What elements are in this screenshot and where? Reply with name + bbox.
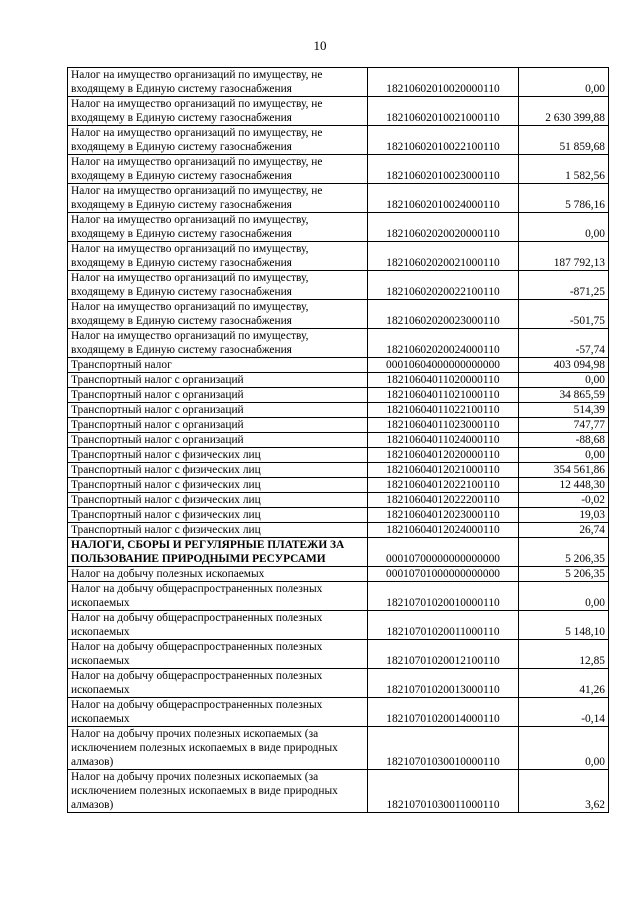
revenue-name-cell: Транспортный налог с физических лиц bbox=[68, 493, 368, 508]
revenue-name-cell: Транспортный налог с физических лиц bbox=[68, 448, 368, 463]
budget-code-cell: 18210602010022100110 bbox=[368, 126, 519, 155]
revenue-name-cell: Транспортный налог с физических лиц bbox=[68, 463, 368, 478]
table-row bbox=[68, 329, 609, 358]
amount-cell: -501,75 bbox=[519, 300, 609, 329]
table-row bbox=[68, 373, 609, 388]
table-row bbox=[68, 538, 609, 567]
table-row bbox=[68, 184, 609, 213]
budget-code-cell: 18210701020014000110 bbox=[368, 698, 519, 727]
budget-code-cell: 18210701020012100110 bbox=[368, 640, 519, 669]
table-row bbox=[68, 478, 609, 493]
budget-code-cell: 18210604011022100110 bbox=[368, 403, 519, 418]
budget-code-cell: 18210602020023000110 bbox=[368, 300, 519, 329]
revenue-name-cell: Налог на имущество организаций по имуществу, не входящему в Единую систему газоснабжения bbox=[68, 68, 368, 97]
amount-cell: 51 859,68 bbox=[519, 126, 609, 155]
budget-code-cell: 18210602020020000110 bbox=[368, 213, 519, 242]
amount-cell: 5 786,16 bbox=[519, 184, 609, 213]
budget-code-cell: 18210604012020000110 bbox=[368, 448, 519, 463]
revenue-name-cell: НАЛОГИ, СБОРЫ И РЕГУЛЯРНЫЕ ПЛАТЕЖИ ЗА ПОЛЬЗОВАНИЕ ПРИРОДНЫМИ РЕСУРСАМИ bbox=[68, 538, 368, 567]
amount-cell: 403 094,98 bbox=[519, 358, 609, 373]
table-row bbox=[68, 448, 609, 463]
table-row bbox=[68, 388, 609, 403]
table-row bbox=[68, 155, 609, 184]
revenue-name-cell: Налог на имущество организаций по имуществу, входящему в Единую систему газоснабжения bbox=[68, 300, 368, 329]
budget-code-cell: 18210701020013000110 bbox=[368, 669, 519, 698]
amount-cell: -0,14 bbox=[519, 698, 609, 727]
budget-code-cell: 18210602020024000110 bbox=[368, 329, 519, 358]
revenue-name-cell: Налог на имущество организаций по имуществу, входящему в Единую систему газоснабжения bbox=[68, 242, 368, 271]
table-row bbox=[68, 97, 609, 126]
table-row bbox=[68, 433, 609, 448]
revenue-name-cell: Налог на добычу общераспространенных полезных ископаемых bbox=[68, 582, 368, 611]
budget-code-cell: 18210602020022100110 bbox=[368, 271, 519, 300]
revenue-name-cell: Транспортный налог с физических лиц bbox=[68, 478, 368, 493]
amount-cell: 12,85 bbox=[519, 640, 609, 669]
budget-code-cell: 18210602010021000110 bbox=[368, 97, 519, 126]
table-row bbox=[68, 727, 609, 770]
revenue-name-cell: Налог на имущество организаций по имуществу, не входящему в Единую систему газоснабжения bbox=[68, 126, 368, 155]
table-row bbox=[68, 582, 609, 611]
revenue-table-body bbox=[68, 68, 609, 813]
amount-cell: -88,68 bbox=[519, 433, 609, 448]
budget-code-cell: 18210602010024000110 bbox=[368, 184, 519, 213]
table-row bbox=[68, 523, 609, 538]
table-row bbox=[68, 611, 609, 640]
amount-cell: 19,03 bbox=[519, 508, 609, 523]
revenue-name-cell: Налог на имущество организаций по имуществу, не входящему в Единую систему газоснабжения bbox=[68, 97, 368, 126]
amount-cell: 12 448,30 bbox=[519, 478, 609, 493]
revenue-name-cell: Налог на добычу общераспространенных полезных ископаемых bbox=[68, 698, 368, 727]
budget-code-cell: 18210604011020000110 bbox=[368, 373, 519, 388]
budget-code-cell: 00010700000000000000 bbox=[368, 538, 519, 567]
amount-cell: 5 148,10 bbox=[519, 611, 609, 640]
budget-code-cell: 00010701000000000000 bbox=[368, 567, 519, 582]
amount-cell: -0,02 bbox=[519, 493, 609, 508]
table-row bbox=[68, 418, 609, 433]
amount-cell: 0,00 bbox=[519, 582, 609, 611]
budget-code-cell: 18210602020021000110 bbox=[368, 242, 519, 271]
table-row bbox=[68, 463, 609, 478]
budget-code-cell: 18210604012024000110 bbox=[368, 523, 519, 538]
table-row bbox=[68, 698, 609, 727]
table-row bbox=[68, 567, 609, 582]
revenue-name-cell: Налог на добычу общераспространенных полезных ископаемых bbox=[68, 669, 368, 698]
budget-code-cell: 18210604011024000110 bbox=[368, 433, 519, 448]
revenue-name-cell: Транспортный налог с организаций bbox=[68, 388, 368, 403]
revenue-name-cell: Налог на имущество организаций по имуществу, не входящему в Единую систему газоснабжения bbox=[68, 155, 368, 184]
revenue-name-cell: Транспортный налог bbox=[68, 358, 368, 373]
revenue-name-cell: Налог на добычу общераспространенных полезных ископаемых bbox=[68, 611, 368, 640]
budget-code-cell: 18210701020010000110 bbox=[368, 582, 519, 611]
table-row bbox=[68, 213, 609, 242]
revenue-name-cell: Налог на добычу полезных ископаемых bbox=[68, 567, 368, 582]
amount-cell: 0,00 bbox=[519, 373, 609, 388]
revenue-name-cell: Налог на добычу прочих полезных ископаемых (за исключением полезных ископаемых в виде природных алмазов) bbox=[68, 770, 368, 813]
amount-cell: -57,74 bbox=[519, 329, 609, 358]
amount-cell: 34 865,59 bbox=[519, 388, 609, 403]
table-row bbox=[68, 669, 609, 698]
table-row bbox=[68, 242, 609, 271]
amount-cell: 1 582,56 bbox=[519, 155, 609, 184]
revenue-name-cell: Транспортный налог с организаций bbox=[68, 433, 368, 448]
budget-code-cell: 18210602010020000110 bbox=[368, 68, 519, 97]
table-row bbox=[68, 300, 609, 329]
budget-code-cell: 18210604012021000110 bbox=[368, 463, 519, 478]
amount-cell: 5 206,35 bbox=[519, 538, 609, 567]
table-row bbox=[68, 493, 609, 508]
table-row bbox=[68, 770, 609, 813]
revenue-name-cell: Транспортный налог с организаций bbox=[68, 403, 368, 418]
page-number: 10 bbox=[313, 38, 327, 53]
amount-cell: 0,00 bbox=[519, 448, 609, 463]
table-row bbox=[68, 68, 609, 97]
table-row bbox=[68, 640, 609, 669]
table-row bbox=[68, 508, 609, 523]
amount-cell: 5 206,35 bbox=[519, 567, 609, 582]
revenue-table bbox=[67, 67, 609, 813]
budget-code-cell: 18210602010023000110 bbox=[368, 155, 519, 184]
revenue-name-cell: Налог на добычу прочих полезных ископаемых (за исключением полезных ископаемых в виде природных алмазов) bbox=[68, 727, 368, 770]
table-row bbox=[68, 403, 609, 418]
amount-cell: 41,26 bbox=[519, 669, 609, 698]
revenue-name-cell: Транспортный налог с физических лиц bbox=[68, 508, 368, 523]
amount-cell: 0,00 bbox=[519, 213, 609, 242]
budget-code-cell: 18210701030011000110 bbox=[368, 770, 519, 813]
budget-code-cell: 00010604000000000000 bbox=[368, 358, 519, 373]
amount-cell: 747,77 bbox=[519, 418, 609, 433]
budget-code-cell: 18210604012022100110 bbox=[368, 478, 519, 493]
amount-cell: 0,00 bbox=[519, 68, 609, 97]
budget-code-cell: 18210701020011000110 bbox=[368, 611, 519, 640]
revenue-name-cell: Налог на имущество организаций по имуществу, входящему в Единую систему газоснабжения bbox=[68, 271, 368, 300]
revenue-name-cell: Транспортный налог с физических лиц bbox=[68, 523, 368, 538]
amount-cell: -871,25 bbox=[519, 271, 609, 300]
revenue-name-cell: Транспортный налог с организаций bbox=[68, 373, 368, 388]
amount-cell: 26,74 bbox=[519, 523, 609, 538]
table-row bbox=[68, 358, 609, 373]
revenue-name-cell: Налог на имущество организаций по имуществу, входящему в Единую систему газоснабжения bbox=[68, 329, 368, 358]
amount-cell: 0,00 bbox=[519, 727, 609, 770]
budget-code-cell: 18210604011023000110 bbox=[368, 418, 519, 433]
budget-code-cell: 18210604012022200110 bbox=[368, 493, 519, 508]
amount-cell: 3,62 bbox=[519, 770, 609, 813]
amount-cell: 2 630 399,88 bbox=[519, 97, 609, 126]
amount-cell: 187 792,13 bbox=[519, 242, 609, 271]
revenue-name-cell: Налог на имущество организаций по имуществу, входящему в Единую систему газоснабжения bbox=[68, 213, 368, 242]
revenue-name-cell: Налог на добычу общераспространенных полезных ископаемых bbox=[68, 640, 368, 669]
revenue-name-cell: Налог на имущество организаций по имуществу, не входящему в Единую систему газоснабжения bbox=[68, 184, 368, 213]
table-row bbox=[68, 271, 609, 300]
budget-code-cell: 18210701030010000110 bbox=[368, 727, 519, 770]
revenue-name-cell: Транспортный налог с организаций bbox=[68, 418, 368, 433]
budget-code-cell: 18210604011021000110 bbox=[368, 388, 519, 403]
budget-code-cell: 18210604012023000110 bbox=[368, 508, 519, 523]
table-row bbox=[68, 126, 609, 155]
amount-cell: 514,39 bbox=[519, 403, 609, 418]
amount-cell: 354 561,86 bbox=[519, 463, 609, 478]
